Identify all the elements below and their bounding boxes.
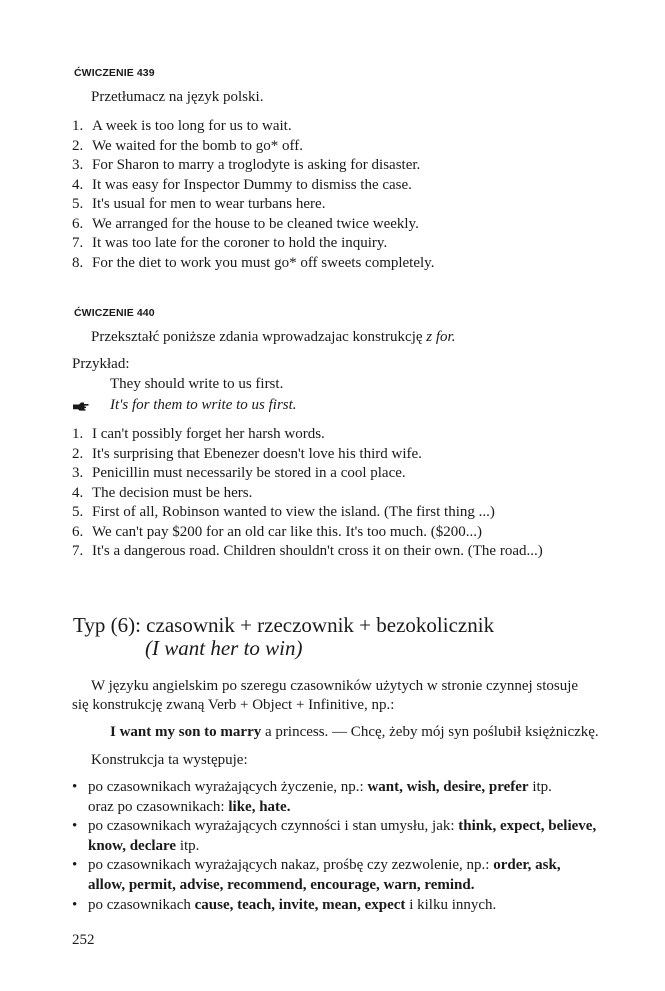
intro-line-1: W języku angielskim po szeregu czasowników użytych w stronie czynnej stosuje [91, 678, 579, 694]
list-item: 6. We arranged for the house to be cleaned twice weekly. [72, 215, 419, 232]
list-item: 7. It was too late for the coroner to hold the inquiry. [72, 235, 388, 251]
exercise-439-instruction: Przetłumacz na język polski. [91, 89, 264, 105]
intro-line-2: się konstrukcję zwaną Verb + Object + Infinitive, np.: [72, 697, 395, 713]
list-item: 4. The decision must be hers. [72, 484, 253, 501]
list-item: 3. For Sharon to marry a troglodyte is asking for disaster. [72, 157, 421, 173]
list-item: 3. Penicillin must necessarily be stored in a cool place. [72, 465, 406, 481]
list-item: 1. I can't possibly forget her harsh words. [72, 426, 325, 442]
list-item: 2. It's surprising that Ebenezer doesn't love his third wife. [72, 445, 422, 462]
pointing-hand-icon [73, 402, 89, 412]
example-sentence-2: I want my son to marry a princess. — Chcę, żeby mój syn poślubił księżniczkę. [110, 724, 599, 740]
list-item: 5. First of all, Robinson wanted to view the island. (The first thing ...) [72, 504, 495, 520]
list-item: 8. For the diet to work you must go* off sweets completely. [72, 254, 435, 271]
section-subtitle: (I want her to win) [145, 636, 303, 660]
example-answer: It's for them to write to us first. [110, 397, 297, 413]
list-item: 4. It was easy for Inspector Dummy to dismiss the case. [72, 176, 412, 193]
list-item: • po czasownikach wyrażających czynności i stan umysłu, jak: think, expect, believe, [72, 818, 597, 835]
list-item: • po czasownikach cause, teach, invite, mean, expect i kilku innych. [72, 896, 497, 913]
exercise-440-list [72, 425, 543, 562]
example-sentence: They should write to us first. [110, 376, 284, 392]
list-item: 7. It's a dangerous road. Children shouldn't cross it on their own. (The road...) [72, 543, 543, 559]
section-title: Typ (6): czasownik + rzeczownik + bezokolicznik [73, 613, 495, 637]
construction-occurs: Konstrukcja ta występuje: [91, 752, 248, 768]
exercise-439-list [72, 117, 434, 273]
list-item-continuation: know, declare itp. [88, 837, 200, 854]
list-item: 1. A week is too long for us to wait. [72, 118, 292, 134]
page-number: 252 [72, 932, 95, 948]
list-item-continuation: allow, permit, advise, recommend, encourage, warn, remind. [88, 876, 475, 893]
list-item-continuation: oraz po czasownikach: like, hate. [88, 798, 291, 815]
list-item: 5. It's usual for men to wear turbans here. [72, 196, 326, 212]
example-label: Przykład: [72, 356, 130, 372]
exercise-440-instruction: Przekształć poniższe zdania wprowadzajac konstrukcję z for. [91, 329, 456, 345]
exercise-440-heading: ĆWICZENIE 440 [74, 307, 155, 319]
list-item: • po czasownikach wyrażających nakaz, prośbę czy zezwolenie, np.: order, ask, [72, 857, 561, 874]
exercise-439-heading: ĆWICZENIE 439 [74, 67, 155, 79]
list-item: 6. We can't pay $200 for an old car like this. It's too much. ($200...) [72, 523, 482, 540]
list-item: 2. We waited for the bomb to go* off. [72, 137, 303, 154]
usage-list [72, 778, 596, 915]
list-item: • po czasownikach wyrażających życzenie, np.: want, wish, desire, prefer itp. [72, 779, 552, 795]
